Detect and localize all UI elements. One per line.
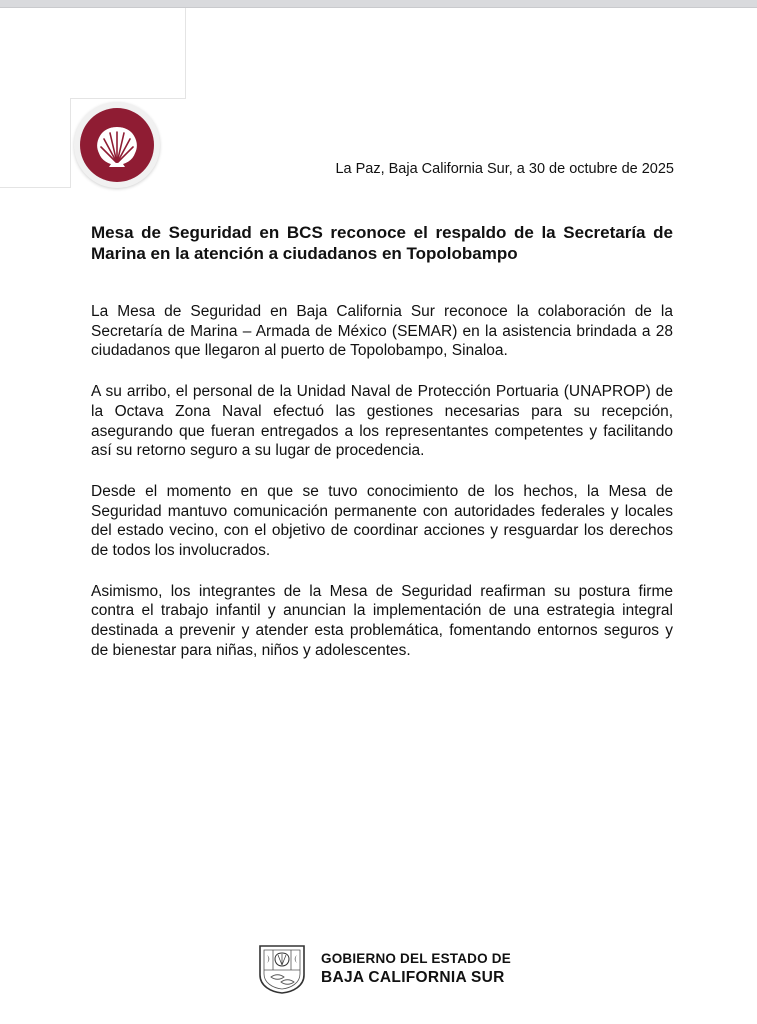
paragraph-2: A su arribo, el personal de la Unidad Naval de Protección Portuaria (UNAPROP) de la Octava Zona Naval efectuó las gestiones necesarias para su recepción, asegurando que fueran entregados a los representantes competentes y facilitando así su retorno seguro a su lugar de procedencia. (91, 383, 673, 460)
seal-badge (80, 108, 154, 182)
footer-line-2: BAJA CALIFORNIA SUR (321, 969, 505, 986)
paragraph-1: La Mesa de Seguridad en Baja California Sur reconoce la colaboración de la Secretaría de Marina – Armada de México (SEMAR) en la asistencia brindada a 28 ciudadanos que llegaron al puerto de Topolobampo, Sinaloa. (91, 303, 673, 360)
state-coat-of-arms-icon (257, 943, 307, 995)
frame-line-vertical-top (185, 8, 186, 99)
paragraph-3: Desde el momento en que se tuvo conocimiento de los hechos, la Mesa de Seguridad mantuvo comunicación permanente con autoridades federales y locales del estado vecino, con el objetivo de coordinar acciones y resguardar los derechos de todos los involucrados. (91, 482, 673, 560)
paragraph-4: Asimismo, los integrantes de la Mesa de Seguridad reafirman su postura firme contra el trabajo infantil y anuncian la implementación de una estrategia integral destinada a prevenir y atender esta problemática, fomentando entornos seguros y de bienestar para niñas, niños y adolescentes. (91, 582, 673, 659)
frame-line-horizontal-top (70, 98, 186, 99)
date-line: La Paz, Baja California Sur, a 30 de octubre de 2025 (335, 161, 674, 177)
frame-line-vertical-left (70, 98, 71, 188)
footer-line-1: GOBIERNO DEL ESTADO DE (321, 951, 511, 966)
frame-line-horizontal-bottom (0, 187, 71, 188)
body-text (91, 302, 673, 682)
scallop-shell-icon (74, 102, 160, 188)
scallop-shell-glyph (94, 123, 140, 167)
headline: Mesa de Seguridad en BCS reconoce el respaldo de la Secretaría de Marina en la atención a ciudadanos en Topolobampo (91, 223, 673, 263)
footer-text (321, 950, 511, 988)
footer-logo (257, 943, 511, 995)
page-top-edge (0, 0, 757, 8)
